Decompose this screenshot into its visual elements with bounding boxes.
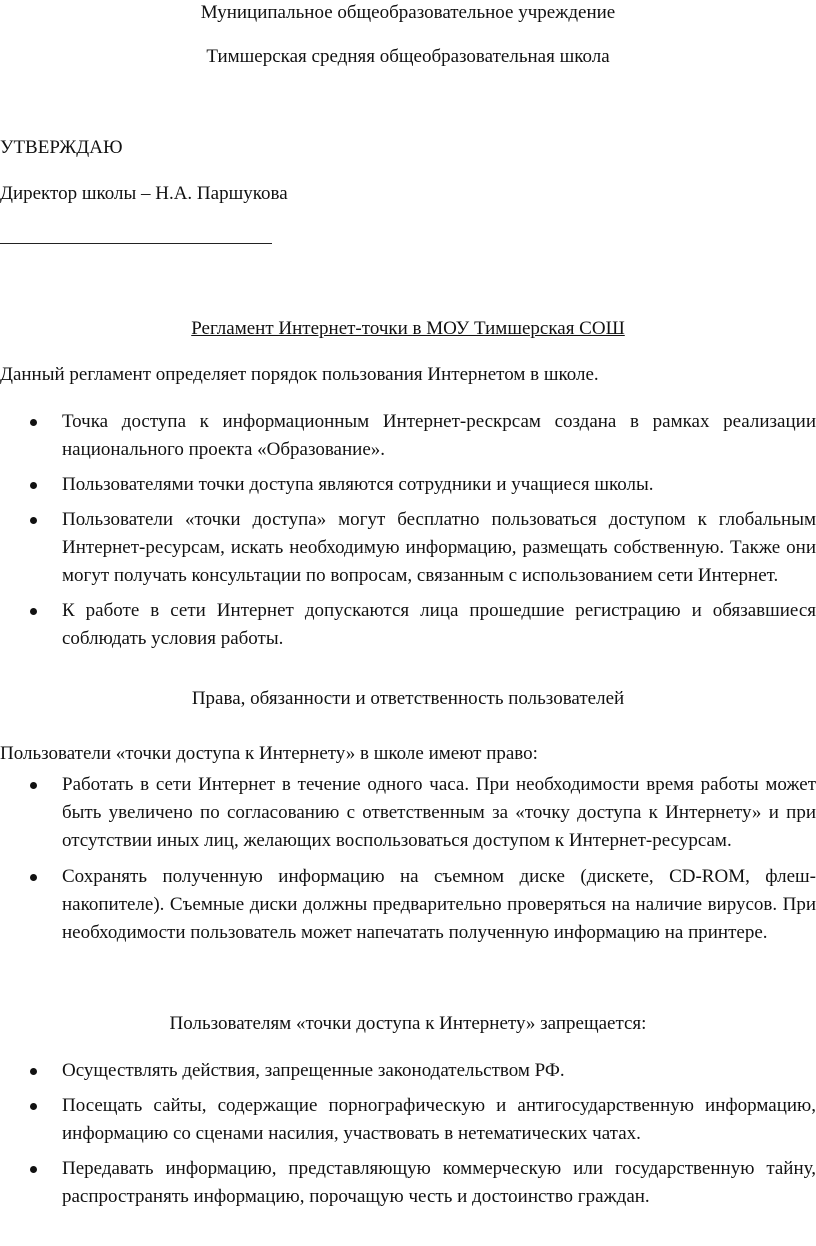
general-rules-list — [0, 408, 816, 653]
list-item — [0, 408, 816, 464]
list-item-text: Посещать сайты, содержащие порнографическую и антигосударственную информацию, информацию со сценами насилия, участвовать в нетематических чатах. — [62, 1095, 816, 1144]
list-item-text: Передавать информацию, представляющую коммерческую или государственную тайну, распространять информацию, порочащую честь и достоинство граждан. — [62, 1158, 816, 1207]
list-item-text: Сохранять полученную информацию на съемном диске (дискете, CD-ROM, флеш-накопителе). Съемные диски должны предварительно проверяться на наличие вирусов. При необходимости пользователь может напечатать полученную информацию на принтере. — [62, 866, 816, 943]
list-item — [0, 597, 816, 653]
bullet-icon — [30, 1166, 37, 1173]
list-item-text: Осуществлять действия, запрещенные законодательством РФ. — [62, 1060, 565, 1081]
prohibited-title: Пользователям «точки доступа к Интернету» запрещается: — [169, 1013, 647, 1034]
prohibited-list — [0, 1057, 816, 1211]
list-item — [0, 1092, 816, 1148]
list-item — [0, 1057, 816, 1085]
bullet-icon — [30, 419, 37, 426]
bullet-icon — [30, 1103, 37, 1110]
header-line-2: Тимшерская средняя общеобразовательная школа — [206, 46, 610, 67]
bullet-icon — [30, 608, 37, 615]
section-title-rights: Права, обязанности и ответственность пользователей — [191, 688, 625, 709]
header-line-1: Муниципальное общеобразовательное учреждение — [200, 2, 616, 23]
intro-paragraph: Данный регламент определяет порядок пользования Интернетом в школе. — [0, 364, 599, 385]
list-item — [0, 1155, 816, 1211]
list-item — [0, 506, 816, 590]
list-item-text: Пользователями точки доступа являются сотрудники и учащиеся школы. — [62, 474, 654, 495]
list-item-text: К работе в сети Интернет допускаются лица прошедшие регистрацию и обязавшиеся соблюдать условия работы. — [62, 600, 816, 649]
rights-intro: Пользователи «точки доступа к Интернету» в школе имеют право: — [0, 743, 538, 764]
bullet-icon — [30, 517, 37, 524]
bullet-icon — [30, 874, 37, 881]
list-item-text: Пользователи «точки доступа» могут бесплатно пользоваться доступом к глобальным Интернет-ресурсам, искать необходимую информацию, размещать собственную. Также они могут получать консультации по вопросам, связанным с использованием сети Интернет. — [62, 509, 816, 586]
list-item — [0, 471, 816, 499]
bullet-icon — [30, 782, 37, 789]
bullet-icon — [30, 482, 37, 489]
bullet-icon — [30, 1068, 37, 1075]
rights-list — [0, 771, 816, 947]
list-item — [0, 771, 816, 855]
list-item-text: Точка доступа к информационным Интернет-рескрсам создана в рамках реализации национального проекта «Образование». — [62, 411, 816, 460]
approval-signer: Директор школы – Н.А. Паршукова — [0, 183, 288, 204]
approval-title: УТВЕРЖДАЮ — [0, 137, 123, 158]
list-item-text: Работать в сети Интернет в течение одного часа. При необходимости время работы может быть увеличено по согласованию с ответственным за «точку доступа к Интернету» и при отсутствии иных лиц, желающих воспользоваться доступом к Интернет-ресурсам. — [62, 774, 816, 851]
signature-line — [0, 243, 272, 244]
document-title: Регламент Интернет-точки в МОУ Тимшерская СОШ — [191, 318, 625, 339]
list-item — [0, 863, 816, 947]
